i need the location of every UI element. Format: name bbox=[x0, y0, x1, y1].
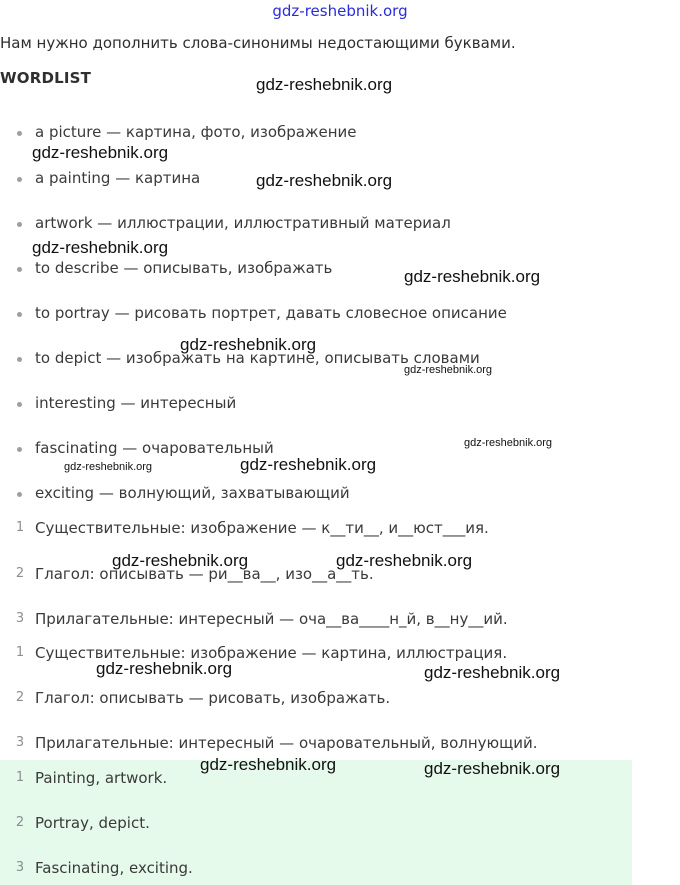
watermark: gdz-reshebnik.org bbox=[32, 238, 169, 257]
item-number: 1 bbox=[15, 645, 25, 660]
list-item: exciting — волнующий, захватывающий bbox=[35, 484, 350, 502]
english-answer: Painting, artwork. bbox=[35, 769, 168, 787]
watermark: gdz-reshebnik.org bbox=[112, 551, 249, 570]
watermark: gdz-reshebnik.org bbox=[240, 455, 377, 474]
bullet-icon bbox=[17, 492, 22, 497]
bullet-icon bbox=[17, 312, 22, 317]
watermark: gdz-reshebnik.org bbox=[256, 75, 393, 94]
watermark: gdz-reshebnik.org bbox=[404, 364, 493, 376]
list-item: to portray — рисовать портрет, давать словесное описание bbox=[35, 304, 507, 322]
bullet-icon bbox=[17, 402, 22, 407]
bullet-icon bbox=[17, 357, 22, 362]
watermark: gdz-reshebnik.org bbox=[424, 663, 561, 682]
english-answer: Fascinating, exciting. bbox=[35, 859, 193, 877]
answer-item: Глагол: описывать — рисовать, изображать. bbox=[35, 689, 391, 707]
watermark: gdz-reshebnik.org bbox=[404, 267, 541, 286]
watermark: gdz-reshebnik.org bbox=[464, 437, 553, 449]
english-answer: Portray, depict. bbox=[35, 814, 150, 832]
item-number: 1 bbox=[15, 520, 25, 535]
item-number: 2 bbox=[15, 815, 25, 830]
watermark: gdz-reshebnik.org bbox=[180, 335, 317, 354]
task-item: Существительные: изображение — к__ти__, и__юст___ия. bbox=[35, 519, 489, 537]
bullet-icon bbox=[17, 222, 22, 227]
watermark: gdz-reshebnik.org bbox=[32, 143, 169, 162]
item-number: 3 bbox=[15, 860, 25, 875]
list-item: to depict — изображать на картине, описывать словами bbox=[35, 349, 480, 367]
intro-text: Нам нужно дополнить слова-синонимы недостающими буквами. bbox=[0, 34, 516, 52]
bullet-icon bbox=[17, 447, 22, 452]
list-item: artwork — иллюстрации, иллюстративный материал bbox=[35, 214, 451, 232]
watermark: gdz-reshebnik.org bbox=[200, 755, 337, 774]
list-item: a picture — картина, фото, изображение bbox=[35, 123, 357, 141]
bullet-icon bbox=[17, 267, 22, 272]
watermark: gdz-reshebnik.org bbox=[96, 659, 233, 678]
item-number: 3 bbox=[15, 611, 25, 626]
item-number: 2 bbox=[15, 566, 25, 581]
watermark: gdz-reshebnik.org bbox=[64, 461, 153, 473]
watermark: gdz-reshebnik.org bbox=[336, 551, 473, 570]
wordlist-heading: WORDLIST bbox=[0, 69, 92, 87]
list-item: to describe — описывать, изображать bbox=[35, 259, 333, 277]
header-watermark: gdz-reshebnik.org bbox=[272, 2, 408, 20]
answer-item: Существительные: изображение — картина, иллюстрация. bbox=[35, 644, 508, 662]
item-number: 3 bbox=[15, 735, 25, 750]
bullet-icon bbox=[17, 131, 22, 136]
item-number: 1 bbox=[15, 770, 25, 785]
list-item: interesting — интересный bbox=[35, 394, 237, 412]
task-item: Прилагательные: интересный — оча__ва____н_й, в__ну__ий. bbox=[35, 610, 508, 628]
list-item: fascinating — очаровательный bbox=[35, 439, 274, 457]
item-number: 2 bbox=[15, 690, 25, 705]
watermark: gdz-reshebnik.org bbox=[424, 759, 561, 778]
bullet-icon bbox=[17, 177, 22, 182]
answer-item: Прилагательные: интересный — очаровательный, волнующий. bbox=[35, 734, 538, 752]
watermark: gdz-reshebnik.org bbox=[256, 171, 393, 190]
list-item: a painting — картина bbox=[35, 169, 201, 187]
task-item: Глагол: описывать — ри__ва__, изо__а__ть. bbox=[35, 565, 374, 583]
